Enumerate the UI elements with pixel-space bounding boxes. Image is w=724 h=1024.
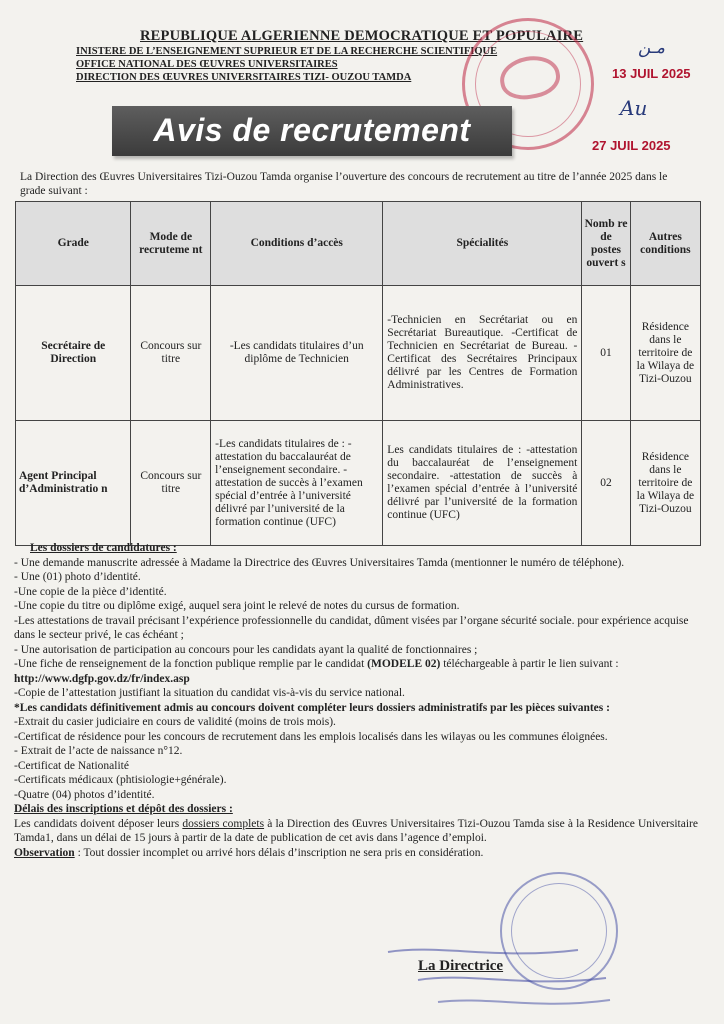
handwritten-au: Au — [620, 96, 648, 120]
list-item: - Une (01) photo d’identité. — [14, 571, 141, 583]
delais-heading: Délais des inscriptions et dépôt des dossiers : — [14, 803, 233, 815]
list-item: -Quatre (04) photos d’identité. — [14, 788, 155, 801]
stamp-emblem — [497, 52, 563, 104]
signature-label: La Directrice — [418, 958, 504, 974]
list-item: -Les attestations de travail précisant l’expérience professionnelle du candidat, dûment visées par l’organe sécurité sociale. pour expérience acquise dans le secteur privé, le cas échéant ; — [14, 614, 689, 641]
cell-mode: Concours sur titre — [131, 286, 211, 421]
delais-paragraph — [14, 817, 698, 846]
intro-text: La Direction des Œuvres Universitaires Tizi-Ouzou Tamda organise l’ouverture des concours de recrutement au titre de l’année 2025 dans le grade suivant : — [20, 171, 668, 197]
list-item: -Une copie du titre ou diplôme exigé, auquel sera joint le relevé de notes du cursus de formation. — [14, 600, 460, 612]
cell-postes: 02 — [582, 421, 630, 546]
title-banner — [112, 106, 512, 156]
header-specialites: Spécialités — [383, 202, 582, 286]
cell-grade: Agent Principal d’Administratio n — [16, 421, 131, 546]
cell-autres: Résidence dans le territoire de la Wilaya de Tizi-Ouzou — [630, 421, 700, 546]
observation-label: Observation — [14, 846, 75, 859]
requirements-section — [14, 541, 698, 860]
recruitment-table — [15, 201, 701, 546]
cell-conditions: -Les candidats titulaires de : - attestation du baccalauréat de l’enseignement secondaire. -attestation de succès à l’examen spécial d’entrée à l’université délivré par l’université de la formation continue (UFC) — [211, 421, 383, 546]
delais-after: à la Direction des Œuvres Universitaires Tizi-Ouzou Tamda sise à la Residence Universitaire Tamda1, dans un délai de 15 jours à partir de la date de publication de cet avis dans l’agence d’emploi. — [14, 817, 698, 844]
cell-grade: Secrétaire de Direction — [16, 286, 131, 421]
list-item: -Certificat de résidence pour les concours de recrutement dans les emplois localisés dans les wilayas ou les communes éloignées. — [14, 730, 608, 743]
cell-conditions: -Les candidats titulaires d’un diplôme de Technicien — [211, 286, 383, 421]
fiche-suffix: téléchargeable à partir le lien suivant : — [440, 658, 619, 670]
admis-heading: *Les candidats définitivement admis au concours doivent compléter leurs dossiers administratifs par les pièces suivantes : — [14, 701, 610, 714]
cell-specialites: Les candidats titulaires de : -attestation du baccalauréat de l’enseignement secondaire. -attestation de succès à l’examen spécial d’entrée à l’université délivré par l’université de la formation continue (UFC) — [383, 421, 582, 546]
header-postes: Nomb re de postes ouvert s — [582, 202, 630, 286]
cell-autres: Résidence dans le territoire de la Wilaya de Tizi-Ouzou — [630, 286, 700, 421]
office-line: OFFICE NATIONAL DES ŒUVRES UNIVERSITAIRES — [76, 59, 338, 70]
handwritten-from: مـن — [638, 38, 666, 58]
fiche-link[interactable]: http://www.dgfp.gov.dz/fr/index.asp — [14, 672, 190, 685]
notice-title: Avis de recrutement — [153, 112, 471, 148]
cell-specialites: -Technicien en Secrétariat ou en Secrétariat Bureautique. -Certificat de Technicien en Secrétariat de Bureau. -Certificat des Secrétaires Principaux délivré par les Centres de Formation Administratives. — [383, 286, 582, 421]
list-item: - Une autorisation de participation au concours pour les candidats ayant la qualité de fonctionnaires ; — [14, 643, 478, 656]
table-row — [16, 286, 701, 421]
cell-postes: 01 — [582, 286, 630, 421]
intro-paragraph — [20, 170, 680, 198]
cell-mode: Concours sur titre — [131, 421, 211, 546]
table-row — [16, 421, 701, 546]
fiche-text: -Une fiche de renseignement de la fonction publique remplie par le candidat — [14, 658, 365, 670]
header-conditions: Conditions d’accès — [211, 202, 383, 286]
delais-before: Les candidats doivent déposer leurs — [14, 817, 183, 830]
dossiers-heading: Les dossiers de candidatures : — [30, 542, 177, 554]
header-autres: Autres conditions — [630, 202, 700, 286]
list-item: -Certificat de Nationalité — [14, 759, 129, 772]
list-item: - Extrait de l’acte de naissance n°12. — [14, 745, 183, 757]
ministry-line: INISTERE DE L’ENSEIGNEMENT SUPRIEUR ET DE LA RECHERCHE SCIENTIFIQUE — [76, 46, 498, 57]
list-item: -Extrait du casier judiciaire en cours de validité (moins de trois mois). — [14, 716, 336, 728]
list-item: - Une demande manuscrite adressée à Madame la Directrice des Œuvres Universitaires Tamda (mentionner le numéro de téléphone). — [14, 556, 625, 569]
date-stamp-received: 13 JUIL 2025 — [612, 66, 691, 81]
list-item: -Certificats médicaux (phtisiologie+générale). — [14, 774, 227, 786]
fiche-model: (MODELE 02) — [367, 658, 441, 670]
list-item: -Copie de l’attestation justifiant la situation du candidat vis-à-vis du service national. — [14, 687, 405, 699]
republic-heading: REPUBLIQUE ALGERIENNE DEMOCRATIQUE ET POPULAIRE — [140, 28, 584, 44]
direction-line: DIRECTION DES ŒUVRES UNIVERSITAIRES TIZI- OUZOU TAMDA — [76, 72, 412, 83]
observation-text: : Tout dossier incomplet ou arrivé hors délais d’inscription ne sera pris en considération. — [74, 846, 484, 859]
delais-underlined: dossiers complets — [182, 817, 265, 830]
observation-paragraph — [14, 846, 698, 861]
list-item — [14, 657, 698, 686]
seal-handwriting — [378, 940, 618, 1020]
header-mode: Mode de recruteme nt — [131, 202, 211, 286]
list-item: -Une copie de la pièce d’identité. — [14, 585, 167, 598]
table-header-row — [16, 202, 701, 286]
header-grade: Grade — [16, 202, 131, 286]
date-stamp-until: 27 JUIL 2025 — [592, 138, 671, 153]
